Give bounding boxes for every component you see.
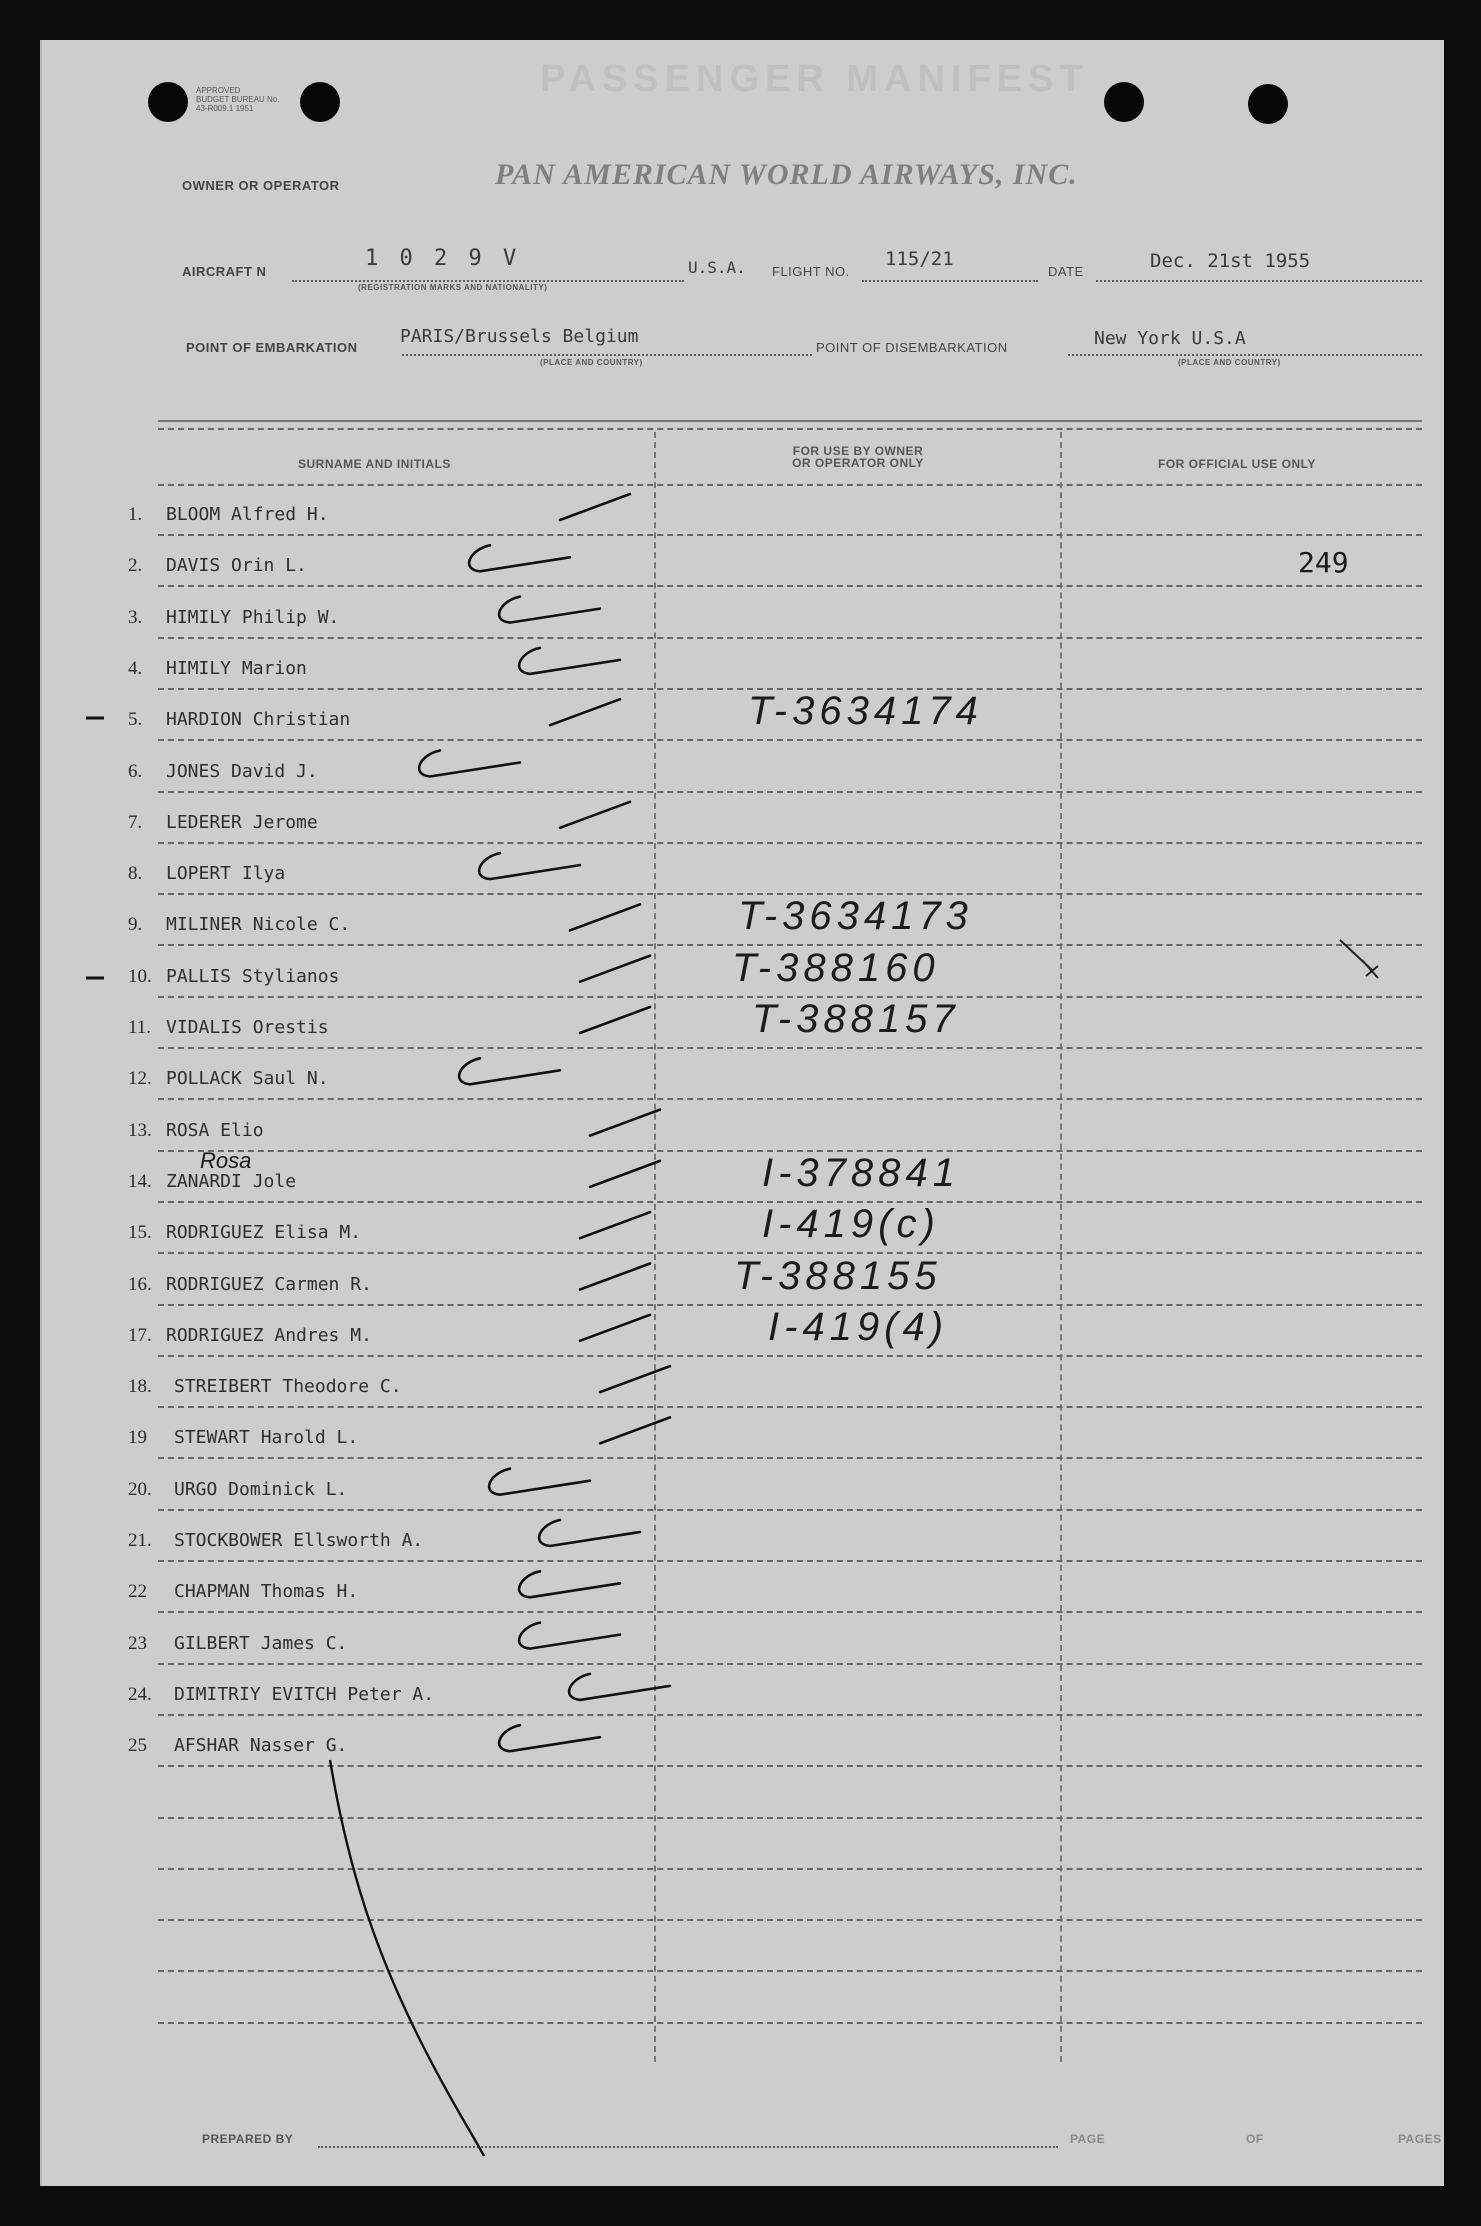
tick-mark bbox=[469, 545, 570, 571]
flight-value: 115/21 bbox=[885, 248, 954, 270]
tick-mark bbox=[580, 1264, 650, 1290]
passenger-name: RODRIGUEZ Carmen R. bbox=[166, 1273, 372, 1295]
passenger-name: MILINER Nicole C. bbox=[166, 914, 351, 936]
page-of-label: OF bbox=[1246, 2132, 1264, 2146]
tick-mark bbox=[539, 1520, 640, 1546]
tick-mark bbox=[580, 1007, 650, 1033]
tick-mark bbox=[519, 1623, 620, 1649]
row-number: 13. bbox=[128, 1119, 152, 1141]
passenger-name: LOPERT Ilya bbox=[166, 863, 286, 885]
owner-label: OWNER OR OPERATOR bbox=[182, 178, 340, 193]
embarkation-subtitle: (PLACE AND COUNTRY) bbox=[540, 358, 643, 367]
row-number: 10. bbox=[128, 965, 152, 987]
column-header-surname: SURNAME AND INITIALS bbox=[298, 457, 451, 471]
date-label: DATE bbox=[1048, 264, 1084, 279]
tick-mark bbox=[459, 1058, 560, 1084]
row-number: 2. bbox=[128, 555, 143, 577]
row-number: 6. bbox=[128, 760, 143, 782]
row-number: 3. bbox=[128, 606, 143, 628]
row-number: 23 bbox=[128, 1632, 147, 1654]
row-number: 7. bbox=[128, 811, 143, 833]
row-number: 5. bbox=[128, 709, 143, 731]
ticket-number: I-419(4) bbox=[768, 1304, 949, 1349]
tick-mark bbox=[580, 956, 650, 982]
tick-mark bbox=[519, 1571, 620, 1597]
registration-subtitle: (REGISTRATION MARKS AND NATIONALITY) bbox=[358, 283, 548, 292]
passenger-name: VIDALIS Orestis bbox=[166, 1017, 329, 1038]
ticket-number: T-388160 bbox=[732, 945, 940, 990]
row-number: 1. bbox=[128, 504, 143, 525]
ticket-number: T-3634174 bbox=[748, 689, 983, 734]
disembarkation-subtitle: (PLACE AND COUNTRY) bbox=[1178, 358, 1281, 367]
passenger-name: POLLACK Saul N. bbox=[166, 1068, 329, 1090]
embarkation-value: PARIS/Brussels Belgium bbox=[400, 326, 639, 347]
tick-mark bbox=[569, 1674, 670, 1700]
tick-mark bbox=[519, 648, 620, 674]
tick-mark bbox=[499, 597, 600, 623]
row-number: 15. bbox=[128, 1222, 152, 1244]
tick-mark bbox=[570, 904, 640, 930]
date-value: Dec. 21st 1955 bbox=[1150, 250, 1311, 272]
tick-mark bbox=[580, 1315, 650, 1341]
passenger-name: STOCKBOWER Ellsworth A. bbox=[174, 1530, 424, 1551]
passenger-name: DAVIS Orin L. bbox=[166, 555, 307, 577]
passenger-name: ROSA Elio bbox=[166, 1119, 264, 1141]
passenger-name: BLOOM Alfred H. bbox=[166, 504, 329, 525]
check-mark-icon bbox=[1340, 940, 1378, 978]
passenger-name: HIMILY Marion bbox=[166, 657, 307, 679]
ticket-number: T-3634173 bbox=[738, 894, 973, 939]
row-number: 22 bbox=[128, 1581, 147, 1603]
aircraft-value: 1 0 2 9 V bbox=[365, 246, 521, 271]
row-number: 18. bbox=[128, 1376, 152, 1398]
passenger-name: DIMITRIY EVITCH Peter A. bbox=[174, 1683, 435, 1705]
tick-mark bbox=[560, 494, 630, 520]
flight-label: FLIGHT NO. bbox=[772, 264, 850, 279]
row-number: 21. bbox=[128, 1530, 152, 1551]
passenger-name: HIMILY Philip W. bbox=[166, 606, 340, 628]
tick-mark bbox=[489, 1469, 590, 1495]
tick-mark bbox=[600, 1417, 670, 1443]
passenger-name: RODRIGUEZ Elisa M. bbox=[166, 1222, 362, 1244]
tick-mark bbox=[419, 751, 520, 777]
passenger-name: CHAPMAN Thomas H. bbox=[174, 1581, 359, 1603]
tick-mark bbox=[560, 802, 630, 828]
aircraft-label: AIRCRAFT N bbox=[182, 264, 267, 279]
passenger-name: PALLIS Stylianos bbox=[166, 965, 340, 987]
column-header-owner-line1: FOR USE BY OWNER bbox=[792, 444, 924, 458]
passenger-name: GILBERT James C. bbox=[174, 1632, 348, 1654]
long-pen-stroke bbox=[330, 1760, 484, 2156]
ticket-number: I-419(c) bbox=[762, 1202, 940, 1247]
passenger-name: LEDERER Jerome bbox=[166, 811, 318, 833]
row-number: 8. bbox=[128, 863, 143, 885]
tick-mark bbox=[580, 1212, 650, 1238]
usa-label: U.S.A. bbox=[688, 258, 746, 277]
passenger-name: URGO Dominick L. bbox=[174, 1478, 348, 1500]
embarkation-label: POINT OF EMBARKATION bbox=[186, 340, 358, 355]
row-number: 20. bbox=[128, 1478, 152, 1500]
stamp-line-3: 43-R009.1 1951 bbox=[196, 104, 254, 113]
row-number: 19 bbox=[128, 1427, 147, 1449]
row-number: 25 bbox=[128, 1735, 147, 1757]
page-label-1: PAGE bbox=[1070, 2132, 1106, 2146]
row-number: 14. bbox=[128, 1170, 152, 1192]
page-title: PASSENGER MANIFEST bbox=[540, 58, 1089, 100]
handwritten-rosa: Rosa bbox=[200, 1148, 252, 1173]
tick-mark bbox=[479, 853, 580, 879]
airline-name: PAN AMERICAN WORLD AIRWAYS, INC. bbox=[495, 158, 1078, 191]
tick-mark bbox=[590, 1161, 660, 1187]
row-number: 4. bbox=[128, 657, 143, 679]
stamp-line-2: BUDGET BUREAU No. bbox=[196, 95, 280, 104]
stamp-line-1: APPROVED bbox=[196, 86, 241, 95]
tick-mark bbox=[499, 1725, 600, 1751]
passenger-name: STREIBERT Theodore C. bbox=[174, 1376, 402, 1398]
row-number: 24. bbox=[128, 1683, 152, 1705]
passenger-name: RODRIGUEZ Andres M. bbox=[166, 1324, 372, 1346]
column-header-official: FOR OFFICIAL USE ONLY bbox=[1158, 457, 1316, 471]
tick-mark bbox=[590, 1110, 660, 1136]
passenger-name: ZANARDI Jole bbox=[166, 1170, 297, 1192]
row-number: 11. bbox=[128, 1017, 152, 1038]
official-number: 249 bbox=[1298, 546, 1349, 579]
passenger-name: HARDION Christian bbox=[166, 709, 351, 731]
disembarkation-label: POINT OF DISEMBARKATION bbox=[816, 340, 1008, 355]
ticket-number: T-388157 bbox=[752, 997, 960, 1041]
row-number: 9. bbox=[128, 914, 143, 936]
tick-mark bbox=[600, 1366, 670, 1392]
ticket-number: T-388155 bbox=[734, 1253, 942, 1298]
passenger-name: JONES David J. bbox=[166, 760, 318, 782]
passenger-name: STEWART Harold L. bbox=[174, 1427, 359, 1449]
row-number: 12. bbox=[128, 1068, 152, 1090]
passenger-name: AFSHAR Nasser G. bbox=[174, 1735, 348, 1757]
prepared-by-label: PREPARED BY bbox=[202, 2132, 294, 2146]
tick-mark bbox=[550, 699, 620, 725]
column-header-owner-line2: OR OPERATOR ONLY bbox=[792, 456, 924, 470]
row-number: 17. bbox=[128, 1324, 152, 1346]
ticket-number: I-378841 bbox=[762, 1150, 960, 1195]
disembarkation-value: New York U.S.A bbox=[1094, 328, 1246, 349]
page-label-2: PAGES bbox=[1398, 2132, 1442, 2146]
row-number: 16. bbox=[128, 1273, 152, 1295]
